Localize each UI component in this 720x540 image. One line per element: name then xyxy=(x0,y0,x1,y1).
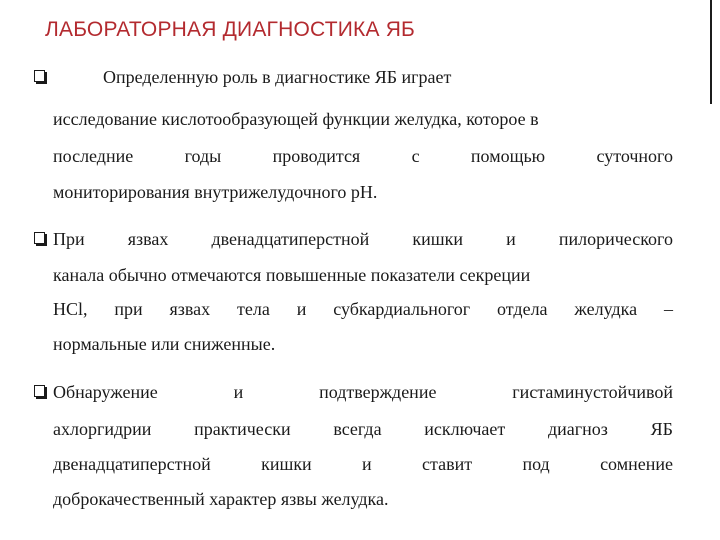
bullet-1-line-4: мониторирования внутрижелудочного рН. xyxy=(53,182,378,202)
word: язвах xyxy=(127,229,169,249)
word: сомнение xyxy=(600,454,673,474)
word: двенадцатиперстной xyxy=(53,454,211,474)
bullet-2-line-2: канала обычно отмечаются повышенные показатели секреции xyxy=(53,265,531,285)
checkbox-bullet-icon xyxy=(34,232,45,244)
word: годы xyxy=(184,146,222,166)
bullet-3-line-3 xyxy=(53,453,673,475)
word: исключает xyxy=(424,419,506,439)
checkbox-bullet-icon xyxy=(34,70,45,82)
bullet-1-line-2: исследование кислотообразующей функции желудка, которое в xyxy=(53,109,539,129)
bullet-3-line-1 xyxy=(53,381,673,403)
bullet-2-line-1 xyxy=(53,228,673,250)
word: с xyxy=(411,146,420,166)
word: двенадцатиперстной xyxy=(211,229,370,249)
word: подтверждение xyxy=(319,382,437,402)
word: и xyxy=(506,229,516,249)
word: HCl, xyxy=(53,299,88,319)
bullet-2-line-3 xyxy=(53,298,673,320)
checkbox-bullet-icon xyxy=(34,385,45,397)
word: последние xyxy=(53,146,134,166)
word: желудка xyxy=(574,299,638,319)
word: отдела xyxy=(497,299,548,319)
word: суточного xyxy=(596,146,673,166)
word: ставит xyxy=(422,454,473,474)
bullet-1-line-3 xyxy=(53,145,673,167)
vertical-accent-bar xyxy=(710,0,712,104)
word: кишки xyxy=(261,454,312,474)
word: субкардиальногог xyxy=(333,299,471,319)
bullet-2-line-4: нормальные или сниженные. xyxy=(53,334,276,354)
bullet-3-line-4: доброкачественный характер язвы желудка. xyxy=(53,489,389,509)
word: при xyxy=(114,299,143,319)
word: всегда xyxy=(333,419,382,439)
word: проводится xyxy=(272,146,361,166)
word: кишки xyxy=(412,229,463,249)
bullet-1-line-1: Определенную роль в диагностике ЯБ играет xyxy=(103,67,452,87)
word: пилорического xyxy=(558,229,673,249)
word: язвах xyxy=(169,299,211,319)
slide-title: ЛАБОРАТОРНАЯ ДИАГНОСТИКА ЯБ xyxy=(45,18,416,41)
word: помощью xyxy=(470,146,546,166)
word: При xyxy=(53,229,85,249)
word: под xyxy=(522,454,550,474)
word: диагноз xyxy=(547,419,608,439)
word: тела xyxy=(237,299,270,319)
word: Обнаружение xyxy=(53,382,158,402)
word: и xyxy=(296,299,307,319)
word: ахлоргидрии xyxy=(53,419,152,439)
word: и xyxy=(233,382,244,402)
word: практически xyxy=(194,419,291,439)
word: гистаминустойчивой xyxy=(512,382,673,402)
word: и xyxy=(362,454,372,474)
bullet-3-line-2 xyxy=(53,418,673,440)
word: ЯБ xyxy=(650,419,673,439)
word: – xyxy=(663,299,673,319)
